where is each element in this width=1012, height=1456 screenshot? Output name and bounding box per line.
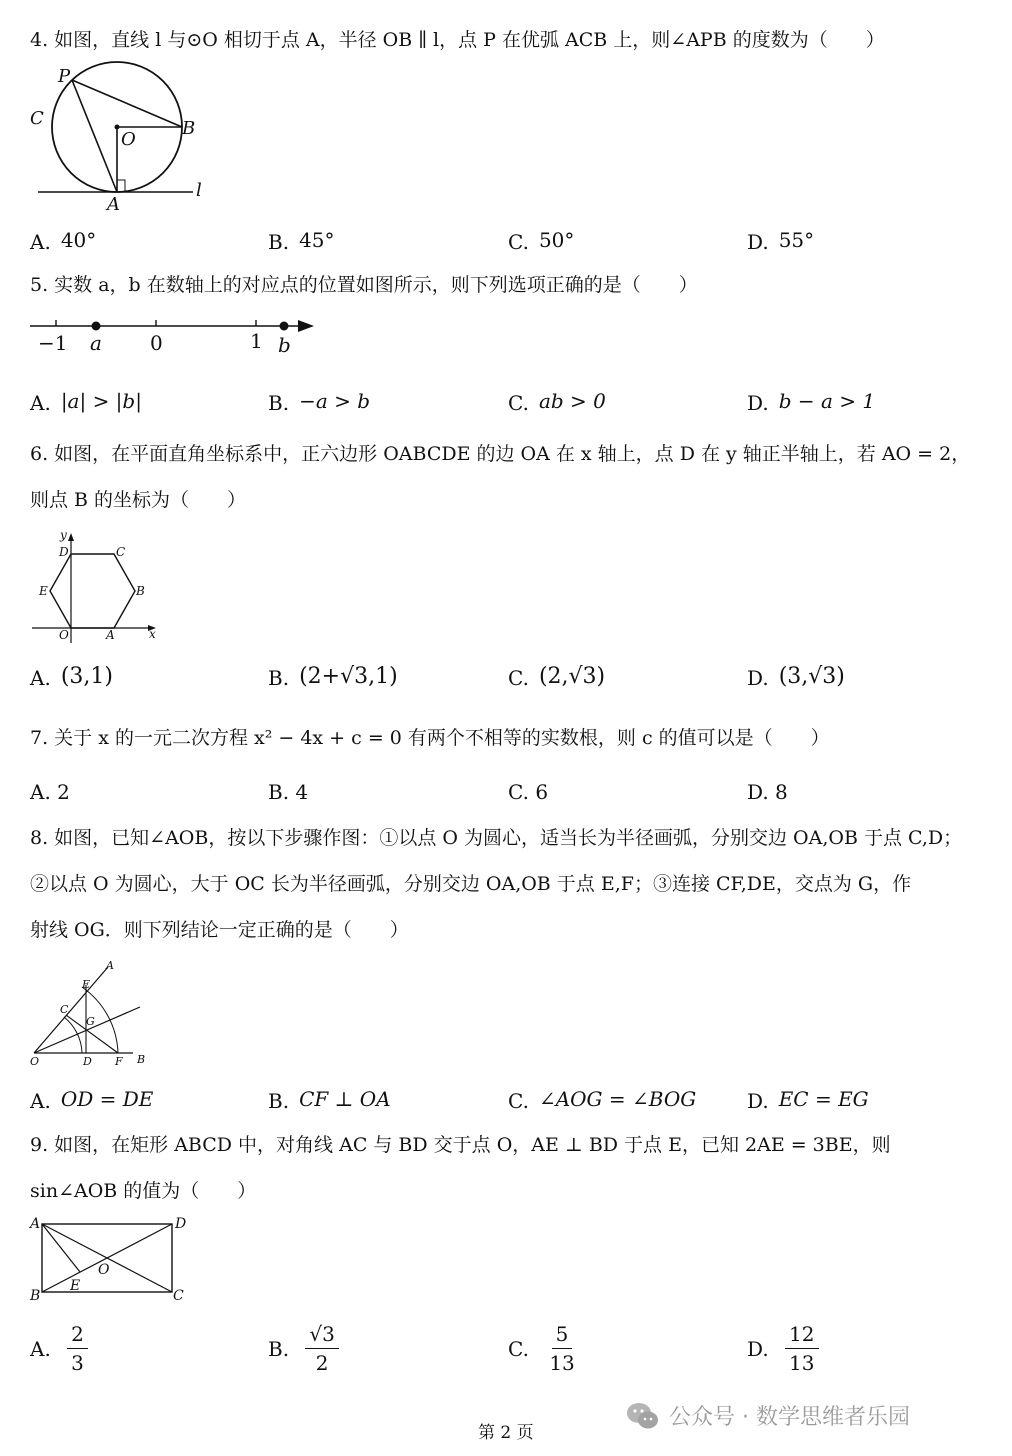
q5-number-line bbox=[28, 312, 328, 360]
q6-label-o: O bbox=[59, 628, 69, 642]
q5-label-neg1: −1 bbox=[38, 331, 68, 355]
q5-option-a: A. |a| > |b| bbox=[30, 389, 142, 415]
q8-label-b: B bbox=[137, 1053, 146, 1066]
page-number: 第 2 页 bbox=[478, 1423, 534, 1443]
q6-option-a: A. (3,1) bbox=[30, 664, 113, 690]
q5-point-a bbox=[92, 322, 101, 331]
q8-label-g: G bbox=[86, 1015, 95, 1028]
q8-label-o: O bbox=[30, 1055, 40, 1068]
q4-option-a: A. 40° bbox=[30, 228, 97, 254]
q5-option-d: D. b − a > 1 bbox=[747, 389, 876, 415]
q4-circle-figure bbox=[28, 60, 218, 215]
q8-ray-oa bbox=[34, 967, 108, 1053]
q8-label-f: F bbox=[115, 1055, 123, 1068]
q7-option-b: B. 4 bbox=[268, 780, 309, 804]
q6-label-y: y bbox=[60, 528, 67, 542]
q9-option-d: D. $\frac{12}{13}$ bbox=[747, 1322, 819, 1375]
q5-arrow bbox=[298, 320, 314, 332]
q6-text-line1: 6. 如图，在平面直角坐标系中，正六边形 OABCDE 的边 OA 在 x 轴上，点 D 在 y 轴正半轴上，若 AO = 2， bbox=[30, 443, 971, 465]
q8-text-line1: 8. 如图，已知∠AOB，按以下步骤作图：①以点 O 为圆心，适当长为半径画弧，分别交边 OA,OB 于点 C,D； bbox=[30, 827, 963, 849]
q6-text-line2: 则点 B 的坐标为（ ） bbox=[30, 489, 247, 511]
q9-option-c: C. $\frac{5}{13}$ bbox=[508, 1322, 579, 1375]
q5-label-1: 1 bbox=[250, 329, 263, 353]
q8-text-line2: ②以点 O 为圆心，大于 OC 长为半径画弧，分别交边 OA,OB 于点 E,F；③连接 CF,DE，交点为 G，作 bbox=[30, 873, 912, 895]
q6-y-arrow bbox=[68, 533, 74, 541]
q9-label-c: C bbox=[173, 1288, 184, 1304]
q7-option-c: C. 6 bbox=[508, 780, 549, 804]
q4-label-b: B bbox=[182, 118, 196, 139]
q4-option-d: D. 55° bbox=[747, 228, 815, 254]
q9-text-line2: sin∠AOB 的值为（ ） bbox=[30, 1180, 257, 1202]
q9-fraction-a: $\frac{2}{3}$ bbox=[67, 1322, 88, 1375]
q8-label-c: C bbox=[60, 1003, 69, 1016]
q4-center-dot bbox=[115, 125, 120, 130]
q6-hexagon bbox=[50, 554, 135, 628]
q5-label-a: a bbox=[90, 331, 102, 355]
q8-label-d: D bbox=[83, 1055, 92, 1068]
q9-text-line1: 9. 如图，在矩形 ABCD 中，对角线 AC 与 BD 交于点 O，AE ⊥ BD 于点 E，已知 2AE = 3BE，则 bbox=[30, 1134, 891, 1156]
q6-label-c: C bbox=[116, 545, 126, 559]
q6-option-d: D. (3,√3) bbox=[747, 664, 845, 690]
q8-label-e: E bbox=[82, 978, 91, 991]
q9-rectangle-figure bbox=[28, 1212, 198, 1304]
wechat-icon bbox=[625, 1401, 661, 1431]
q5-option-b: B. −a > b bbox=[268, 389, 371, 415]
q6-label-x: x bbox=[149, 627, 156, 641]
q6-label-d: D bbox=[59, 545, 69, 559]
q9-fraction-b: $\frac{√3}{2}$ bbox=[305, 1322, 338, 1375]
q9-fraction-c: $\frac{5}{13}$ bbox=[549, 1322, 575, 1375]
watermark bbox=[625, 1400, 910, 1431]
q8-option-a: A. OD = DE bbox=[30, 1087, 154, 1113]
q8-option-d: D. EC = EG bbox=[747, 1087, 869, 1113]
q5-text: 5. 实数 a，b 在数轴上的对应点的位置如图所示，则下列选项正确的是（ ） bbox=[30, 274, 698, 296]
q7-option-d: D. 8 bbox=[747, 780, 788, 804]
q5-option-c: C. ab > 0 bbox=[508, 389, 606, 415]
q6-option-b: B. (2+√3,1) bbox=[268, 664, 398, 690]
q4-label-o: O bbox=[121, 129, 136, 150]
q5-label-b: b bbox=[278, 333, 291, 357]
q4-right-angle-mark bbox=[117, 180, 125, 192]
q9-label-e: E bbox=[70, 1278, 81, 1294]
q8-arc-cd bbox=[64, 1017, 82, 1053]
q4-label-c: C bbox=[30, 108, 44, 129]
q5-point-b bbox=[280, 322, 289, 331]
q6-option-c: C. (2,√3) bbox=[508, 664, 606, 690]
watermark-text: 公众号 · 数学思维者乐园 bbox=[669, 1405, 910, 1430]
q9-option-a: A. $\frac{2}{3}$ bbox=[30, 1322, 88, 1375]
q9-label-o: O bbox=[98, 1262, 110, 1278]
q4-text: 4. 如图，直线 l 与⊙O 相切于点 A，半径 OB ∥ l，点 P 在优弧 ACB 上，则∠APB 的度数为（ ） bbox=[30, 29, 885, 51]
q8-label-a: A bbox=[106, 959, 114, 972]
q8-option-c: C. ∠AOG = ∠BOG bbox=[508, 1087, 697, 1113]
q4-option-b: B. 45° bbox=[268, 228, 335, 254]
q9-label-a: A bbox=[30, 1216, 41, 1232]
q8-construction-figure bbox=[28, 955, 153, 1070]
q9-label-d: D bbox=[175, 1216, 187, 1232]
q6-label-b: B bbox=[136, 584, 145, 598]
q5-label-0: 0 bbox=[150, 331, 163, 355]
q8-text-line3: 射线 OG．则下列结论一定正确的是（ ） bbox=[30, 919, 409, 941]
q6-hexagon-figure bbox=[28, 525, 168, 645]
q7-text: 7. 关于 x 的一元二次方程 x² − 4x + c = 0 有两个不相等的实数根，则 c 的值可以是（ ） bbox=[30, 727, 830, 749]
q4-label-a: A bbox=[107, 194, 120, 215]
q9-segment-ae bbox=[42, 1224, 80, 1272]
q6-label-e: E bbox=[39, 584, 48, 598]
q4-label-p: P bbox=[58, 66, 71, 87]
q9-fraction-d: $\frac{12}{13}$ bbox=[785, 1322, 818, 1375]
q7-option-a: A. 2 bbox=[30, 780, 70, 804]
q6-label-a: A bbox=[106, 628, 115, 642]
q9-option-b: B. $\frac{√3}{2}$ bbox=[268, 1322, 339, 1375]
q4-label-l: l bbox=[196, 180, 202, 201]
q8-option-b: B. CF ⊥ OA bbox=[268, 1087, 391, 1113]
q4-option-c: C. 50° bbox=[508, 228, 575, 254]
q9-label-b: B bbox=[30, 1288, 41, 1304]
